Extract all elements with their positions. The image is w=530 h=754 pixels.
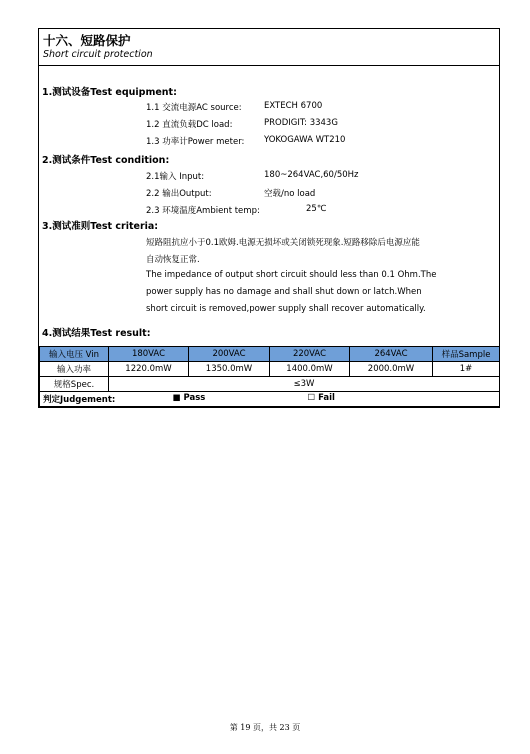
page-footer: 第 19 页，共 23 页: [229, 723, 301, 732]
header-cell: 220VAC: [270, 347, 350, 362]
table-row: [40, 392, 500, 407]
criteria-line: short circuit is removed,power supply shall recover automatically.: [146, 304, 426, 314]
criteria-line: 短路阻抗应小于0.1欧姆.电源无损坏或关闭锁死现象.短路移除后电源应能: [146, 238, 420, 248]
criteria-line: 自动恢复正常.: [146, 255, 200, 265]
condition-value: 空载/no load: [264, 189, 316, 199]
judgement-cell: [40, 392, 500, 407]
header-cell: 180VAC: [109, 347, 189, 362]
equipment-value: EXTECH 6700: [264, 101, 323, 111]
condition-label: 2.2 输出Output:: [146, 189, 212, 199]
table-cell: 1220.0mW: [109, 362, 189, 377]
fail-checkbox: ☐ Fail: [307, 393, 335, 403]
pass-checkbox: ■ Pass: [172, 393, 206, 403]
page-title: 十六、短路保护: [43, 33, 131, 48]
table-row: [40, 362, 500, 377]
table-header-row: [40, 347, 500, 362]
section-criteria-heading: 3.测试准则Test criteria:: [42, 221, 159, 232]
header-cell: 200VAC: [189, 347, 270, 362]
table-row: [40, 377, 500, 392]
section-condition-heading: 2.测试条件Test condition:: [42, 155, 170, 166]
result-table: [39, 346, 500, 407]
equipment-label: 1.1 交流电源AC source:: [146, 103, 242, 113]
title-block: [39, 29, 499, 66]
report-frame: [38, 28, 500, 408]
section-result-heading: 4.测试结果Test result:: [42, 328, 151, 339]
table-cell: 1400.0mW: [270, 362, 350, 377]
header-cell: 输入电压 Vin: [40, 347, 109, 362]
page-subtitle: Short circuit protection: [43, 49, 153, 60]
table-cell: 2000.0mW: [350, 362, 433, 377]
criteria-line: power supply has no damage and shall shut down or latch.When: [146, 287, 422, 297]
equipment-label: 1.2 直流负载DC load:: [146, 120, 233, 130]
condition-value: 180~264VAC,60/50Hz: [264, 170, 359, 180]
equipment-label: 1.3 功率计Power meter:: [146, 137, 245, 147]
section-equipment-heading: 1.测试设备Test equipment:: [42, 87, 177, 98]
condition-value: 25℃: [306, 204, 327, 214]
equipment-value: PRODIGIT: 3343G: [264, 118, 338, 128]
criteria-line: The impedance of output short circuit should less than 0.1 Ohm.The: [146, 270, 437, 280]
spec-label-cell: 规格Spec.: [40, 377, 109, 392]
judgement-label: 判定Judgement:: [43, 395, 116, 405]
condition-label: 2.1输入 Input:: [146, 172, 205, 182]
spec-value-cell: ≤3W: [109, 377, 500, 392]
equipment-value: YOKOGAWA WT210: [264, 135, 346, 145]
table-cell: 输入功率: [40, 362, 109, 377]
header-cell: 264VAC: [350, 347, 433, 362]
table-cell: 1350.0mW: [189, 362, 270, 377]
table-cell: 1#: [433, 362, 500, 377]
header-cell: 样品Sample: [433, 347, 500, 362]
condition-label: 2.3 环境温度Ambient temp:: [146, 206, 260, 216]
